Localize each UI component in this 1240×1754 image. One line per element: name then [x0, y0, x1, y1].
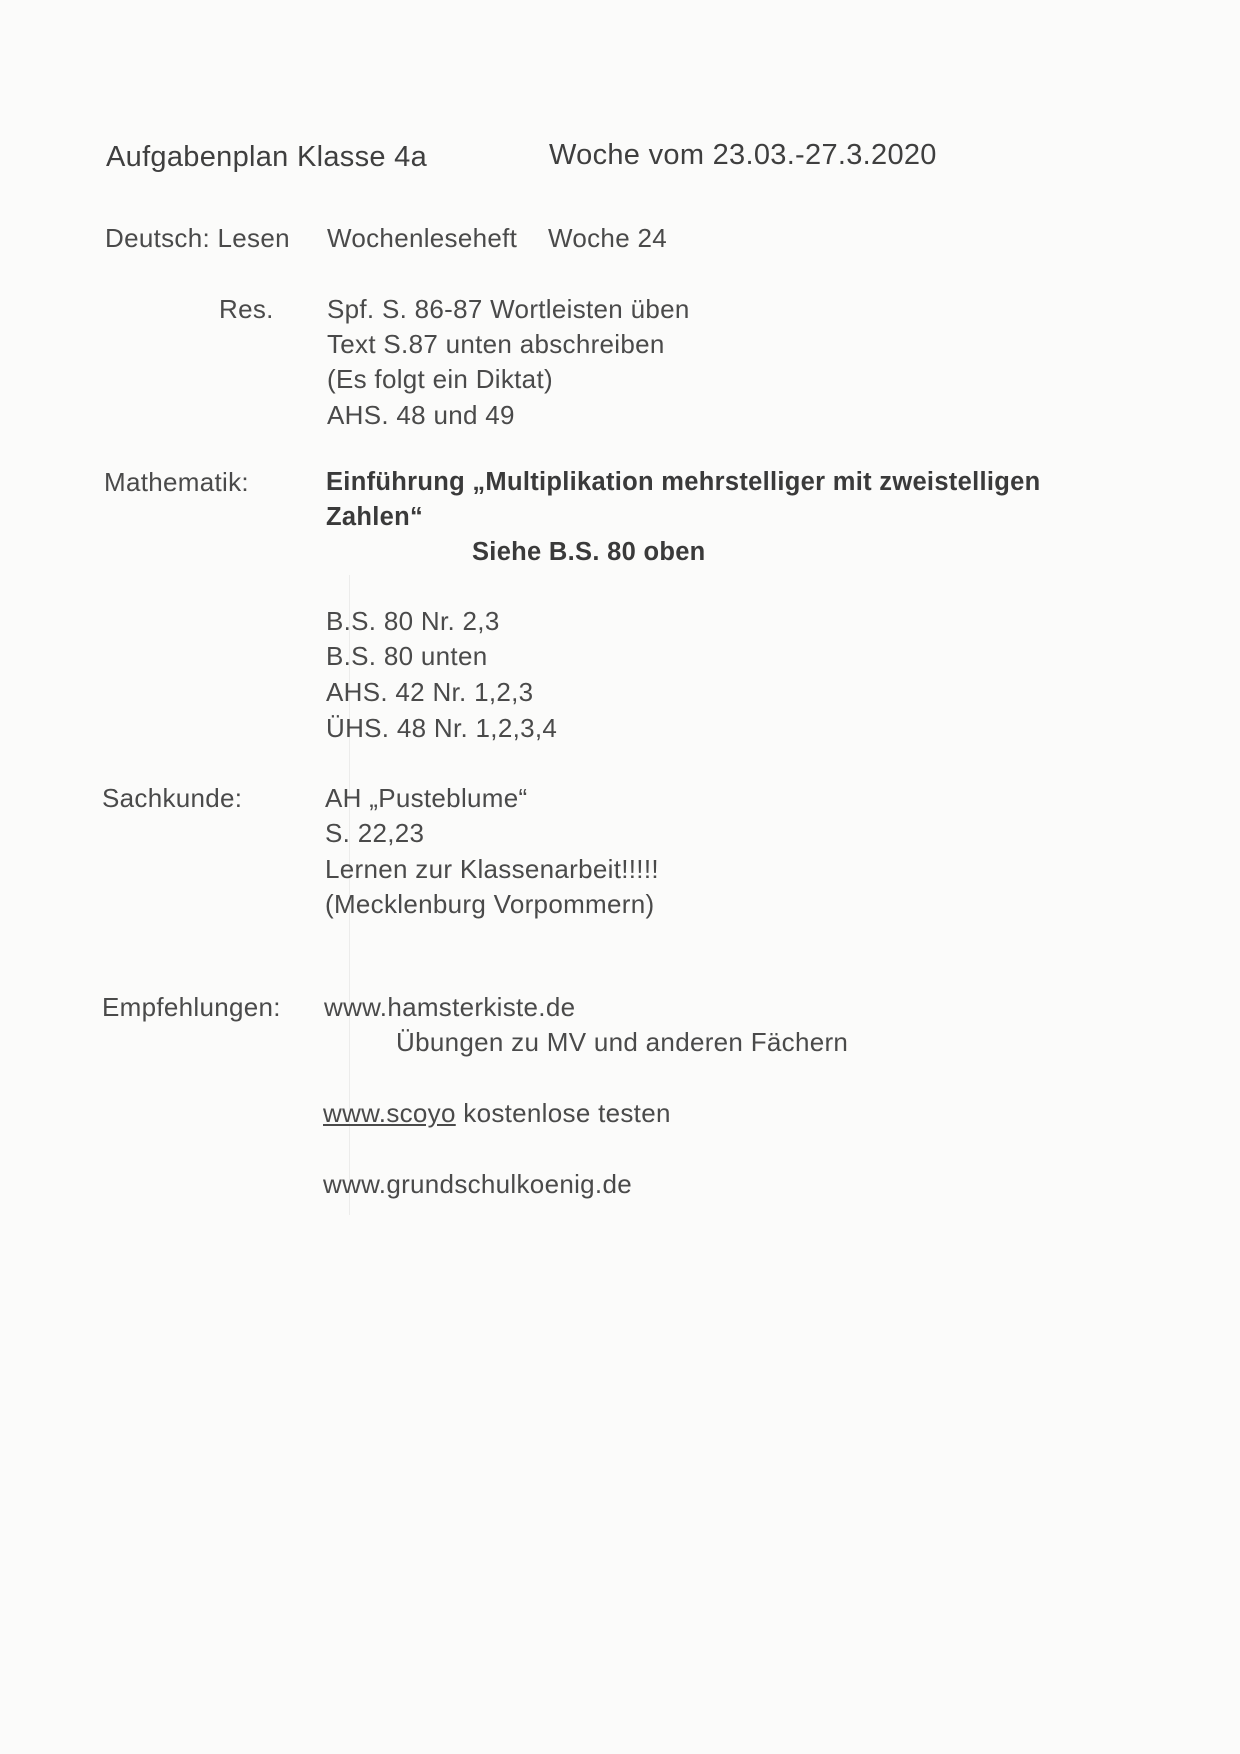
math-task: ÜHS. 48 Nr. 1,2,3,4: [326, 713, 558, 743]
subject-label-deutsch: Deutsch: Lesen: [105, 223, 290, 253]
week-range: Woche vom 23.03.-27.3.2020: [549, 139, 937, 171]
deutsch-lesen-item: Wochenleseheft: [327, 223, 518, 253]
res-line: Spf. S. 86-87 Wortleisten üben: [327, 294, 690, 324]
math-intro-line1: Einführung „Multiplikation mehrstelliger mit zweistelligen: [326, 468, 1041, 496]
subject-label-empfehlungen: Empfehlungen:: [102, 992, 281, 1022]
sachkunde-line: (Mecklenburg Vorpommern): [325, 889, 655, 919]
link-hamsterkiste[interactable]: www.hamsterkiste.de: [324, 992, 576, 1022]
scoyo-note: kostenlose testen: [455, 1098, 671, 1128]
math-task: B.S. 80 unten: [326, 641, 488, 671]
res-line: (Es folgt ein Diktat): [327, 364, 553, 394]
sachkunde-line: Lernen zur Klassenarbeit!!!!!: [325, 854, 659, 884]
subject-label-mathematik: Mathematik:: [104, 467, 249, 497]
res-line: AHS. 48 und 49: [327, 400, 515, 430]
hamsterkiste-note: Übungen zu MV und anderen Fächern: [396, 1027, 849, 1057]
math-task: B.S. 80 Nr. 2,3: [326, 606, 500, 636]
link-grundschulkoenig[interactable]: www.grundschulkoenig.de: [323, 1169, 632, 1199]
deutsch-lesen-week: Woche 24: [548, 223, 667, 253]
sachkunde-line: S. 22,23: [325, 818, 425, 848]
page-title: Aufgabenplan Klasse 4a: [106, 141, 428, 173]
link-scoyo[interactable]: www.scoyo: [323, 1098, 456, 1128]
math-intro-reference: Siehe B.S. 80 oben: [472, 538, 706, 566]
subject-label-res: Res.: [219, 294, 274, 324]
sachkunde-line: AH „Pusteblume“: [325, 783, 528, 813]
scoyo-line: [323, 1096, 671, 1130]
subject-label-sachkunde: Sachkunde:: [102, 783, 243, 813]
res-line: Text S.87 unten abschreiben: [327, 329, 665, 359]
math-intro-line2: Zahlen“: [326, 503, 424, 531]
math-task: AHS. 42 Nr. 1,2,3: [326, 677, 534, 707]
